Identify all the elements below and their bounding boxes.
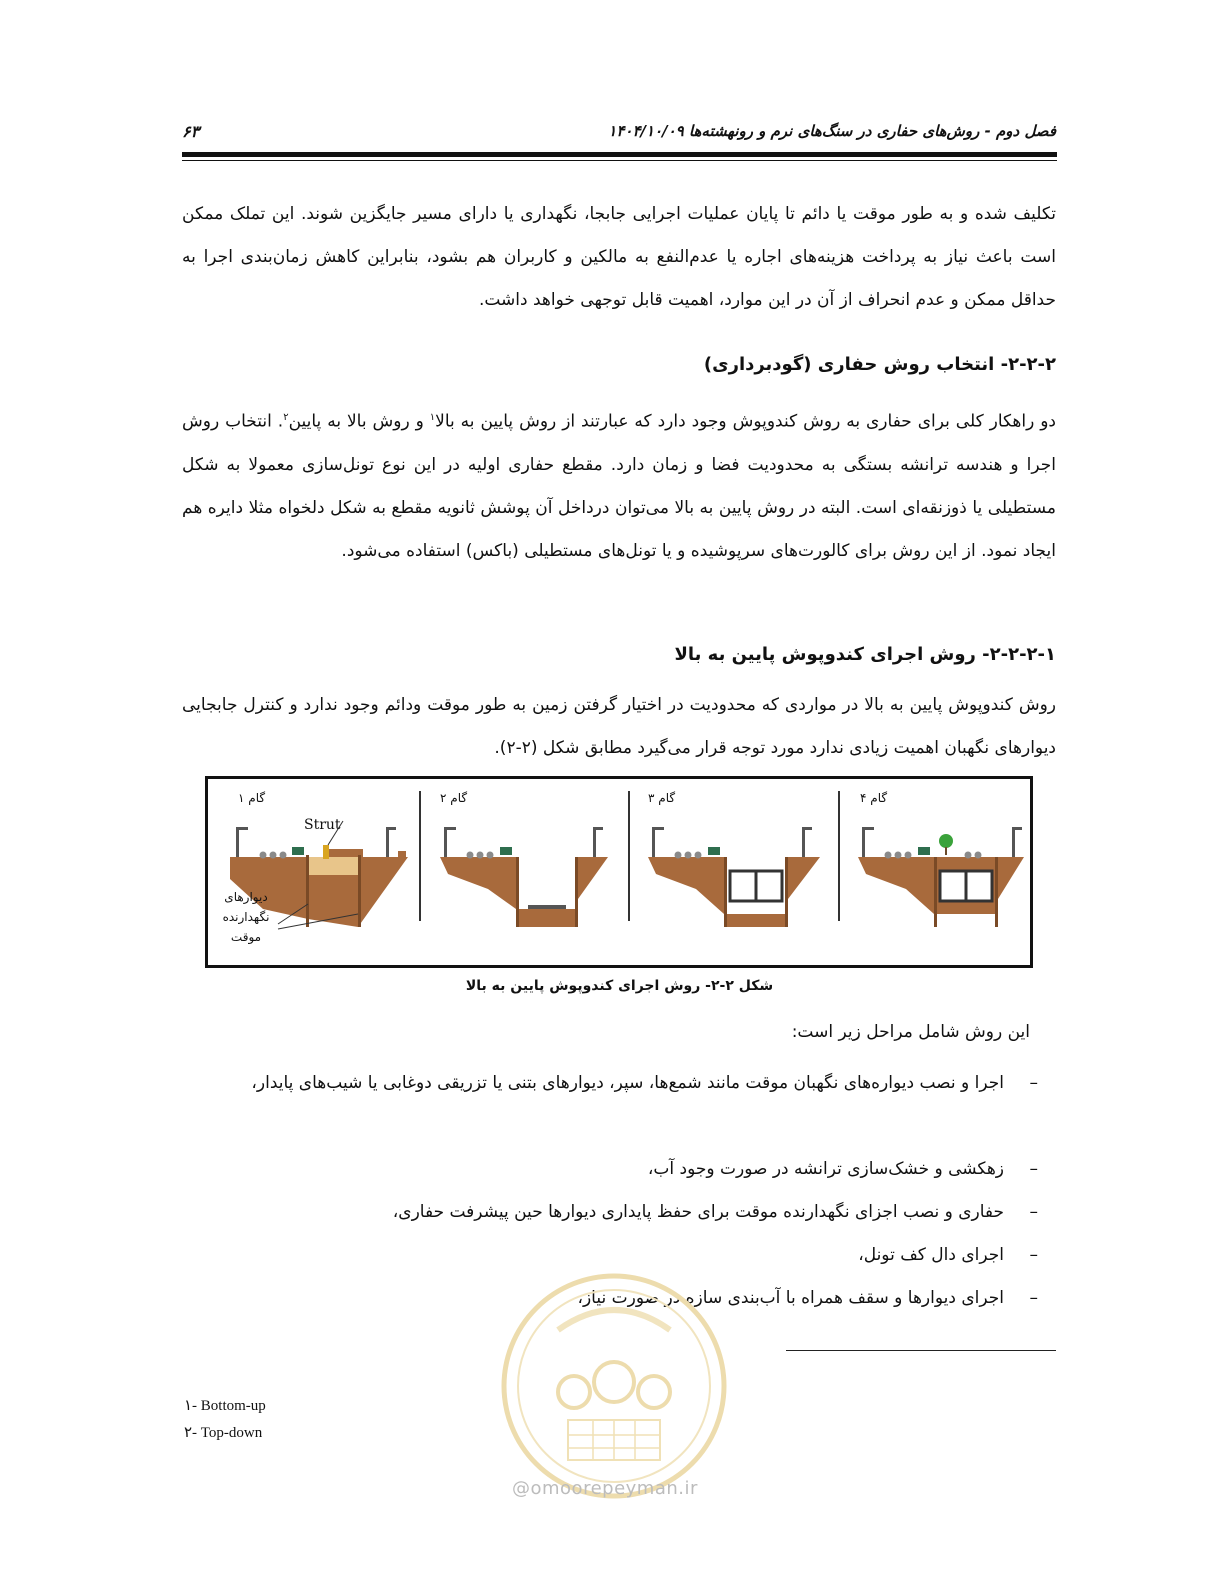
page-number: ۶۳: [182, 122, 200, 141]
list-item-text: اجرا و نصب دیواره‌های نگهبان موقت مانند شمع‌ها، سپر، دیوارهای بتنی یا تزریقی دوغابی یا شیب‌های پایدار،: [251, 1073, 1004, 1093]
step-4-label: گام ۴: [860, 791, 888, 805]
figure-caption: شکل ۲-۲- روش اجرای کندوپوش پایین به بالا: [465, 978, 774, 994]
list-dash: –: [1029, 1202, 1038, 1222]
step-3-label: گام ۳: [648, 791, 676, 805]
list-dash: –: [1029, 1159, 1038, 1179]
list-intro: این روش شامل مراحل زیر است:: [791, 1022, 1030, 1042]
panel-separator: [838, 791, 840, 921]
cut-and-cover-figure: [205, 776, 1033, 968]
publisher-seal-logo: [498, 1270, 730, 1502]
panel-separator: [419, 791, 421, 921]
list-item-text: اجرای دیوارها و سقف همراه با آب‌بندی سازه در صورت نیاز،: [577, 1288, 1004, 1308]
walls-label-line: دیوارهای: [224, 890, 268, 904]
figure-illustration: [208, 779, 1030, 965]
list-item-text: زهکشی و خشک‌سازی ترانشه در صورت وجود آب،: [647, 1159, 1004, 1179]
subsection-heading: ۲-۲-۲-۱- روش اجرای کندوپوش پایین به بالا: [674, 644, 1056, 665]
section-paragraph-part1: دو راهکار کلی برای حفاری به روش کندوپوش وجود دارد که عبارتند از روش پایین به بالا: [435, 411, 1056, 432]
intro-paragraph: تکلیف شده و به طور موقت یا دائم تا پایان عملیات اجرایی جابجا، نگهداری یا دارای مسیر جایگزین شوند. این تملک ممکن است باعث نیاز به پرداخت هزینه‌های اجاره یا عدم‌النفع به مالکین و کاربران هم بشود، بنابراین کاهش زمان‌بندی اجرا به حداقل ممکن و عدم انحراف از آن در این موارد، اهمیت قابل توجهی خواهد داشت.: [182, 204, 1056, 310]
header-rule-thick: [182, 152, 1057, 157]
footnote-rule: [786, 1350, 1056, 1351]
list-dash: –: [1029, 1288, 1038, 1308]
step-2-illustration: [440, 827, 608, 927]
list-item-text: حفاری و نصب اجزای نگهدارنده موقت برای حفظ پایداری دیوارها حین پیشرفت حفاری،: [392, 1202, 1004, 1222]
footnote-1: ۱- Bottom-up: [184, 1398, 266, 1414]
walls-label-line: نگهدارنده: [222, 910, 270, 924]
header-rule-thin: [182, 160, 1057, 161]
list-dash: –: [1029, 1073, 1038, 1093]
running-header-title: فصل دوم - روش‌های حفاری در سنگ‌های نرم و رونهشته‌ها ۱۴۰۴/۱۰/۰۹: [608, 122, 1056, 140]
list-item: [156, 1062, 1038, 1105]
panel-separator: [628, 791, 630, 921]
strut-label: Strut: [304, 817, 341, 833]
temporary-walls-label: [216, 887, 276, 947]
step-1-label: گام ۱: [238, 791, 266, 805]
list-item: [204, 1191, 1038, 1234]
section-paragraph-part3: . انتخاب روش اجرا و هندسه ترانشه بستگی به محدودیت فضا و زمان دارد. مقطع حفاری اولیه در این نوع تونل‌سازی معمولا به شکل مستطیلی یا ذوزنقه‌ای است. البته در روش پایین به بالا می‌توان درداخل آن پوشش ثانویه مقطع به شکل دلخواه مثلا دایره هم ایجاد نمود. از این روش برای کالورت‌های سرپوشیده و یا تونل‌های مستطیلی (باکس) استفاده می‌شود.: [182, 411, 1056, 561]
footnote-ref-1[interactable]: ۱: [429, 412, 436, 423]
section-heading: ۲-۲-۲- انتخاب روش حفاری (گودبرداری): [703, 354, 1056, 375]
list-dash: –: [1029, 1245, 1038, 1265]
list-item: [204, 1148, 1038, 1191]
walls-label-line: موقت: [230, 930, 262, 944]
step-4-illustration: [858, 827, 1024, 927]
footnote-ref-2[interactable]: ۲: [283, 412, 289, 423]
site-watermark: @omoorepeyman.ir: [512, 1478, 698, 1499]
subsection-paragraph: روش کندوپوش پایین به بالا در مواردی که محدودیت در اختیار گرفتن زمین به طور موقت ودائم وجود ندارد و کنترل جابجایی دیوارهای نگهبان اهمیت زیادی ندارد مورد توجه قرار می‌گیرد مطابق شکل (۲-۲).: [182, 695, 1056, 758]
step-2-label: گام ۲: [440, 791, 468, 805]
step-3-illustration: [648, 827, 820, 927]
footnote-2: ۲- Top-down: [184, 1425, 263, 1441]
section-paragraph: [182, 396, 1056, 573]
section-paragraph-part2: و روش بالا به پایین: [288, 411, 430, 432]
list-item-text: اجرای دال کف تونل،: [858, 1245, 1004, 1265]
